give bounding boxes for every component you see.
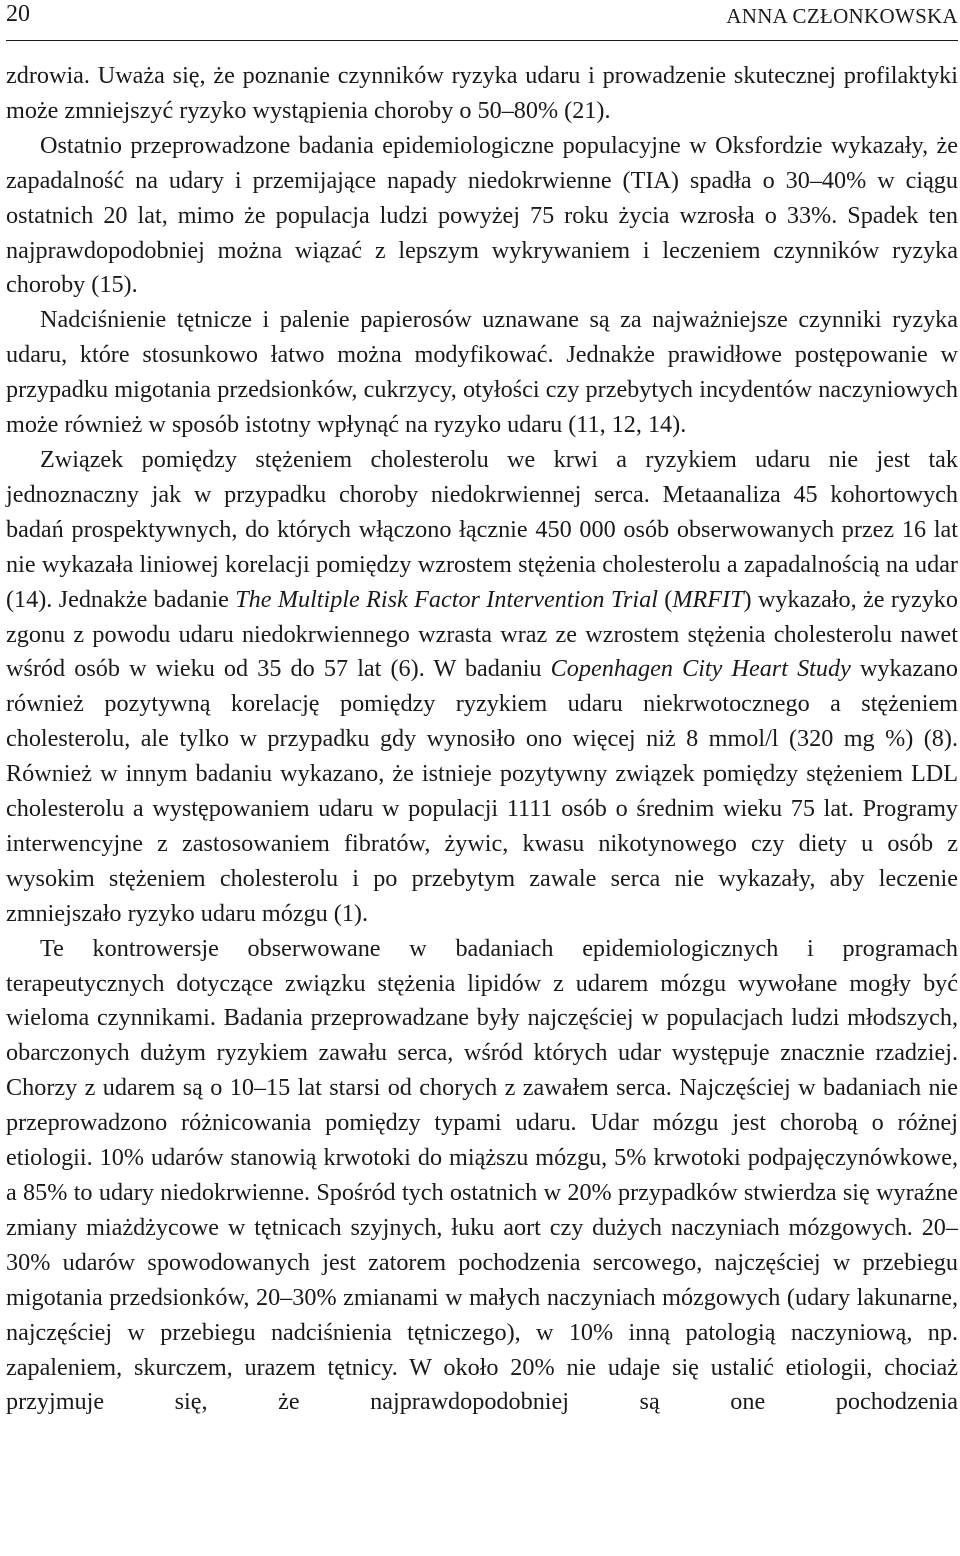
paragraph-4-text-b: ( <box>657 585 673 613</box>
document-page <box>6 0 958 1556</box>
paragraph-2: Ostatnio przeprowadzone badania epidemiologiczne populacyjne w Oksfordzie wykazały, że zapadalność na udary i przemijające napady niedokrwienne (TIA) spadła o 30–40% w ciągu ostatnich 20 lat, mimo że populacja ludzi powyżej 75 roku życia wzrosła o 33%. Spadek ten najprawdopodobniej można wiązać z lepszym wykrywaniem i leczeniem czynników ryzyka choroby (15). <box>6 131 958 299</box>
article-body <box>6 59 958 1420</box>
page-number: 20 <box>6 1 30 27</box>
paragraph-3: Nadciśnienie tętnicze i palenie papierosów uznawane są za najważniejsze czynniki ryzyka udaru, które stosunkowo łatwo można modyfikować. Jednakże prawidłowe postępowanie w przypadku migotania przedsionków, cukrzycy, otyłości czy przebytych incydentów naczyniowych może również w sposób istotny wpłynąć na ryzyko udaru (11, 12, 14). <box>6 306 958 439</box>
study-name-copenhagen: Copenhagen City Heart Study <box>550 655 851 683</box>
running-header <box>6 0 958 41</box>
paragraph-4-text-d: wykazano również pozytywną korelację pomiędzy ryzykiem udaru niekrwotocznego a stężeniem cholesterolu, ale tylko w przypadku gdy wynosiło ono więcej niż 8 mmol/l (320 mg %) (8). Również w innym badaniu wykazano, że istnieje pozytywny związek pomiędzy stężeniem LDL cholesterolu a występowaniem udaru w populacji 1111 osób o średnim wieku 75 lat. Programy interwencyjne z zastosowaniem fibratów, żywic, kwasu nikotynowego czy diety u osób z wysokim stężeniem cholesterolu i po przebytym zawale serca nie wykazały, aby leczenie zmniejszało ryzyko udaru mózgu (1). <box>6 655 958 927</box>
paragraph-1: zdrowia. Uważa się, że poznanie czynników ryzyka udaru i prowadzenie skutecznej profilaktyki może zmniejszyć ryzyko wystąpienia choroby o 50–80% (21). <box>6 62 958 124</box>
paragraph-4-text-a: Związek pomiędzy stężeniem cholesterolu we krwi a ryzykiem udaru nie jest tak jednoznaczny jak w przypadku choroby niedokrwiennej serca. Metaanaliza 45 kohortowych badań prospektywnych, do których włączono łącznie 450 000 osób obserwowanych przez 16 lat nie wykazała liniowej korelacji pomiędzy wzrostem stężenia cholesterolu a zapadalnością na udar (14). Jednakże badanie <box>6 445 958 613</box>
running-header-author: ANNA CZŁONKOWSKA <box>726 4 958 28</box>
study-name-mrfit-full: The Multiple Risk Factor Intervention Trial <box>235 585 658 613</box>
paragraph-4 <box>6 443 958 932</box>
paragraph-4-text-c: ) wykazało, że ryzyko zgonu z powodu udaru niedokrwiennego wzrasta wraz ze wzrostem stężenia cholesterolu nawet wśród osób w wieku od 35 do 57 lat (6). W badaniu <box>6 585 958 683</box>
paragraph-5: Te kontrowersje obserwowane w badaniach epidemiologicznych i programach terapeutycznych dotyczące związku stężenia lipidów z udarem mózgu wywołane mogły być wieloma czynnikami. Badania przeprowadzane były najczęściej w populacjach ludzi młodszych, obarczonych dużym ryzykiem zawału serca, wśród których udar występuje znacznie rzadziej. Chorzy z udarem są o 10–15 lat starsi od chorych z zawałem serca. Najczęściej w badaniach nie przeprowadzono różnicowania pomiędzy typami udaru. Udar mózgu jest chorobą o różnej etiologii. 10% udarów stanowią krwotoki do miąższu mózgu, 5% krwotoki podpajęczynówkowe, a 85% to udary niedokrwienne. Spośród tych ostatnich w 20% przypadków stwierdza się wyraźne zmiany miażdżycowe w tętnicach szyjnych, łuku aort czy dużych naczyniach mózgowych. 20–30% udarów spowodowanych jest zatorem pochodzenia sercowego, najczęściej w przebiegu migotania przedsionków, 20–30% zmianami w małych naczyniach mózgowych (udary lakunarne, najczęściej w przebiegu nadciśnienia tętniczego), w 10% inną patologią naczyniową, np. zapaleniem, skurczem, urazem tętnicy. W około 20% nie udaje się ustalić etiologii, chociaż przyjmuje się, że najprawdopodobniej są one pochodzenia <box>6 934 958 1416</box>
study-name-mrfit-abbr: MRFIT <box>672 585 744 613</box>
